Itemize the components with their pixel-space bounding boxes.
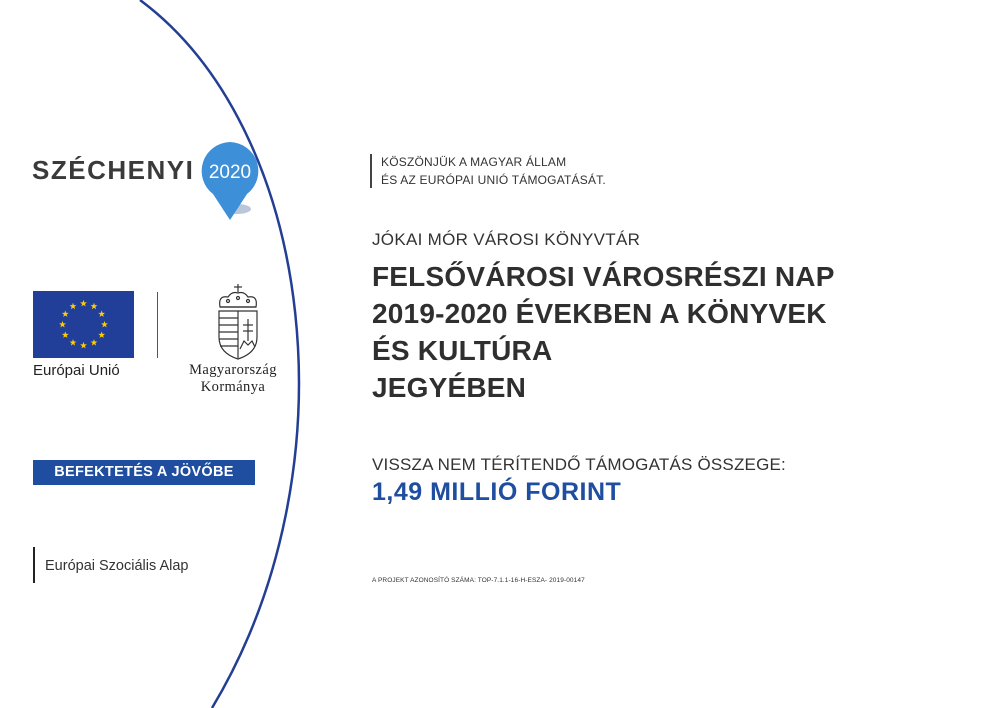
eu-star bbox=[70, 303, 77, 310]
eu-star bbox=[98, 310, 105, 317]
eu-star bbox=[59, 321, 66, 328]
project-id: A PROJEKT AZONOSÍTÓ SZÁMA: TOP-7.1.1-16-H-ESZA- 2019-00147 bbox=[372, 577, 585, 584]
eu-star bbox=[101, 321, 108, 328]
szechenyi-logo-text: SZÉCHENYI bbox=[32, 155, 195, 185]
szechenyi-2020-pin-icon bbox=[199, 140, 261, 224]
szechenyi-year: 2020 bbox=[208, 162, 252, 183]
grant-amount: 1,49 MILLIÓ FORINT bbox=[372, 478, 622, 506]
eu-star bbox=[98, 331, 105, 338]
thanks-divider bbox=[370, 154, 372, 188]
beneficiary-name: JÓKAI MÓR VÁROSI KÖNYVTÁR bbox=[372, 230, 641, 249]
eu-star bbox=[91, 339, 98, 346]
government-line-2: Kormánya bbox=[200, 379, 266, 395]
project-title bbox=[372, 258, 835, 406]
eu-star bbox=[62, 331, 69, 338]
thanks-line-2: ÉS AZ EURÓPAI UNIÓ TÁMOGATÁSÁT. bbox=[381, 173, 606, 187]
eu-stars-icon bbox=[33, 291, 134, 358]
project-title-line: ÉS KULTÚRA bbox=[372, 335, 553, 366]
thanks-text bbox=[381, 153, 606, 189]
eu-label: Európai Unió bbox=[33, 362, 120, 379]
project-title-line: FELSŐVÁROSI VÁROSRÉSZI NAP bbox=[372, 261, 835, 292]
eu-star bbox=[80, 300, 87, 307]
eu-star bbox=[62, 310, 69, 317]
eu-star bbox=[70, 339, 77, 346]
project-title-line: JEGYÉBEN bbox=[372, 372, 527, 403]
european-social-fund-label: Európai Szociális Alap bbox=[45, 558, 189, 574]
hungarian-coat-of-arms-icon bbox=[208, 283, 268, 361]
fund-divider bbox=[33, 547, 35, 583]
thanks-line-1: KÖSZÖNJÜK A MAGYAR ÁLLAM bbox=[381, 155, 567, 169]
eu-flag bbox=[33, 291, 134, 358]
grant-amount-label: VISSZA NEM TÉRÍTENDŐ TÁMOGATÁS ÖSSZEGE: bbox=[372, 455, 786, 474]
eu-star bbox=[80, 342, 87, 349]
project-title-line: 2019-2020 ÉVEKBEN A KÖNYVEK bbox=[372, 298, 827, 329]
invest-in-future-badge: BEFEKTETÉS A JÖVŐBE bbox=[33, 460, 255, 485]
government-line-1: Magyarország bbox=[189, 362, 277, 378]
eu-star bbox=[91, 303, 98, 310]
government-logo-text bbox=[168, 362, 298, 396]
logo-divider bbox=[157, 292, 158, 358]
